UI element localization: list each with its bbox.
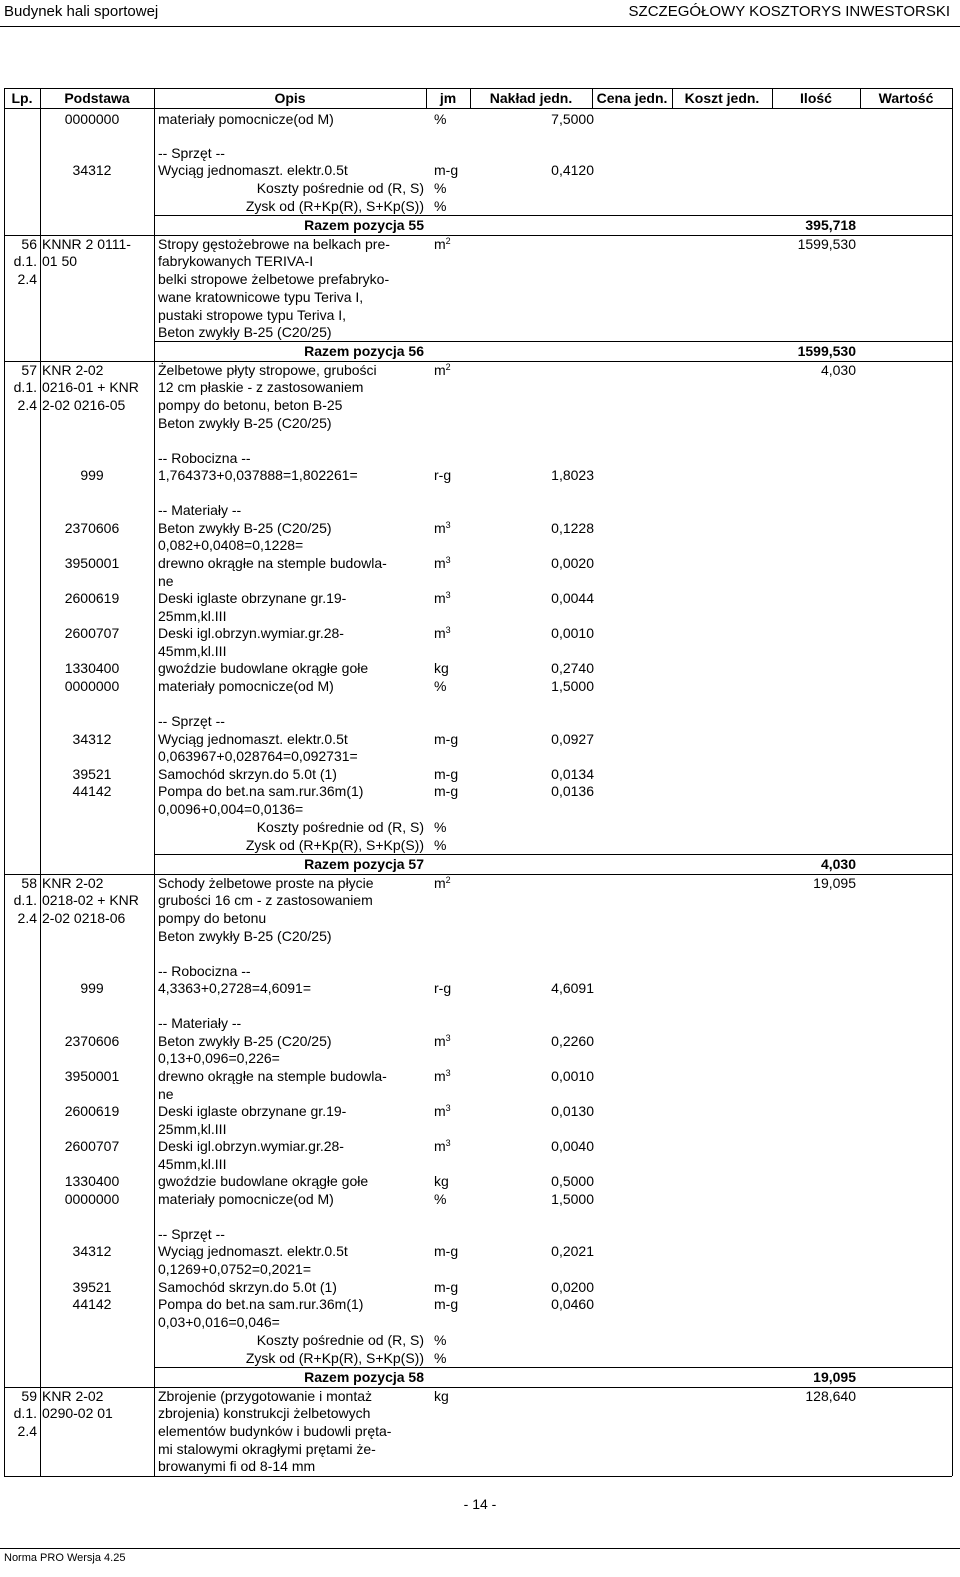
column-header: Cena jedn. [596, 90, 668, 106]
description-cell: materiały pomocnicze(od M) [158, 678, 334, 694]
unit-cell [434, 1103, 451, 1120]
unit-text: m [434, 520, 446, 536]
column-rule [4, 108, 5, 1476]
lp-cell: 59 [21, 1388, 37, 1404]
table-rule [4, 1476, 952, 1477]
basis-cell: 2370606 [64, 1033, 120, 1049]
basis-cell: 2370606 [64, 520, 120, 536]
summary-label: Koszty pośrednie od (R, S) [256, 1332, 424, 1348]
table-rule [154, 1367, 952, 1368]
unit-text: m [434, 875, 446, 891]
basis-cell: 2-02 0218-06 [42, 910, 126, 926]
unit-exponent: 3 [445, 1103, 451, 1113]
unit-exponent: 3 [445, 590, 451, 600]
summary-label: Koszty pośrednie od (R, S) [256, 819, 424, 835]
footer-rule [0, 1548, 960, 1549]
description-cell: Pompa do bet.na sam.rur.36m(1) [158, 1296, 364, 1312]
unit-cell [434, 198, 446, 215]
unit-text: m-g [434, 783, 459, 799]
description-cell: 4,3363+0,2728=4,6091= [158, 980, 311, 996]
unit-text: % [434, 1191, 447, 1207]
quantity-cell: 4,030 [820, 856, 856, 872]
lp-cell: 58 [21, 875, 37, 891]
description-cell: Deski igl.obrzyn.wymiar.gr.28- [158, 625, 344, 641]
unit-text: % [434, 1350, 447, 1366]
unit-text: m [434, 362, 446, 378]
unit-cell [434, 625, 451, 642]
basis-cell: 1330400 [64, 660, 120, 676]
basis-cell: KNR 2-02 [42, 1388, 104, 1404]
unit-exponent: 3 [445, 555, 451, 565]
unit-cell [434, 1191, 446, 1208]
description-cell: Stropy gęstożebrowe na belkach pre- [158, 236, 390, 252]
norm-cell: 0,1228 [551, 520, 594, 536]
unit-cell [434, 875, 451, 892]
description-cell: Deski iglaste obrzynane gr.19- [158, 590, 347, 606]
unit-text: r-g [434, 980, 452, 996]
unit-exponent: 3 [445, 1068, 451, 1078]
unit-text: % [434, 837, 447, 853]
summary-label: Razem pozycja 58 [304, 1369, 424, 1385]
unit-cell [434, 590, 451, 607]
description-cell: 12 cm płaskie - z zastosowaniem [158, 379, 364, 395]
table-rule [4, 88, 952, 89]
unit-text: % [434, 678, 447, 694]
unit-cell [434, 1243, 458, 1260]
description-cell: grubości 16 cm - z zastosowaniem [158, 892, 373, 908]
lp-cell: d.1. [13, 253, 37, 269]
unit-text: % [434, 180, 447, 196]
unit-cell [434, 731, 458, 748]
description-cell: 0,1269+0,0752=0,2021= [158, 1261, 311, 1277]
description-cell: elementów budynków i budowli pręta- [158, 1423, 392, 1439]
summary-label: Zysk od (R+Kp(R), S+Kp(S)) [245, 198, 424, 214]
unit-cell [434, 1388, 449, 1405]
description-cell: -- Sprzęt -- [158, 1226, 225, 1242]
unit-cell [434, 1296, 458, 1313]
description-cell: 0,03+0,016=0,046= [158, 1314, 280, 1330]
basis-cell: 3950001 [64, 1068, 120, 1084]
basis-cell: KNR 2-02 [42, 875, 104, 891]
column-header: Ilość [800, 90, 832, 106]
unit-cell [434, 1033, 451, 1050]
summary-label: Zysk od (R+Kp(R), S+Kp(S)) [245, 837, 424, 853]
basis-cell: 2-02 0216-05 [42, 397, 126, 413]
unit-exponent: 3 [445, 1138, 451, 1148]
column-rule [952, 88, 953, 108]
unit-cell [434, 819, 446, 836]
unit-cell [434, 467, 451, 484]
description-cell: -- Robocizna -- [158, 963, 251, 979]
basis-cell: KNR 2-02 [42, 362, 104, 378]
unit-text: % [434, 819, 447, 835]
basis-cell: 2600619 [64, 1103, 120, 1119]
norm-cell: 7,5000 [551, 111, 594, 127]
quantity-cell: 19,095 [813, 1369, 856, 1385]
basis-cell: 999 [80, 980, 104, 996]
header-right: SZCZEGÓŁOWY KOSZTORYS INWESTORSKI [628, 3, 950, 20]
norm-cell: 1,5000 [551, 1191, 594, 1207]
norm-cell: 0,0460 [551, 1296, 594, 1312]
unit-text: m [434, 625, 446, 641]
description-cell: materiały pomocnicze(od M) [158, 111, 334, 127]
quantity-cell: 4,030 [820, 362, 856, 378]
description-cell: 1,764373+0,037888=1,802261= [158, 467, 358, 483]
description-cell: -- Sprzęt -- [158, 145, 225, 161]
unit-text: kg [434, 1388, 449, 1404]
unit-cell [434, 766, 458, 783]
description-cell: ne [158, 573, 174, 589]
basis-cell: 44142 [72, 1296, 112, 1312]
summary-label: Razem pozycja 56 [304, 343, 424, 359]
description-cell: fabrykowanych TERIVA-I [158, 253, 314, 269]
description-cell: drewno okrągłe na stemple budowla- [158, 1068, 387, 1084]
unit-text: kg [434, 1173, 449, 1189]
lp-cell: d.1. [13, 1405, 37, 1421]
description-cell: zbrojenia) konstrukcji żelbetowych [158, 1405, 371, 1421]
norm-cell: 0,0010 [551, 625, 594, 641]
unit-text: m-g [434, 1296, 459, 1312]
description-cell: wane kratownicowe typu Teriva I, [158, 289, 364, 305]
unit-text: m-g [434, 1243, 459, 1259]
unit-cell [434, 783, 458, 800]
norm-cell: 1,5000 [551, 678, 594, 694]
unit-text: % [434, 1332, 447, 1348]
column-header: Nakład jedn. [489, 90, 573, 106]
description-cell: 0,063967+0,028764=0,092731= [158, 748, 358, 764]
unit-cell [434, 1068, 451, 1085]
unit-cell [434, 555, 451, 572]
description-cell: Beton zwykły B-25 (C20/25) [158, 415, 332, 431]
description-cell: 25mm,kl.III [158, 1121, 227, 1137]
quantity-cell: 128,640 [805, 1388, 856, 1404]
description-cell: Schody żelbetowe proste na płycie [158, 875, 374, 891]
unit-cell [434, 1173, 449, 1190]
description-cell: materiały pomocnicze(od M) [158, 1191, 334, 1207]
column-rule [154, 108, 155, 1476]
description-cell: pustaki stropowe typu Teriva I, [158, 307, 347, 323]
description-cell: mi stalowymi okragłymi prętami że- [158, 1441, 376, 1457]
basis-cell: 3950001 [64, 555, 120, 571]
unit-text: m [434, 1103, 446, 1119]
description-cell: 0,13+0,096=0,226= [158, 1050, 280, 1066]
header-left: Budynek hali sportowej [4, 3, 159, 20]
unit-exponent: 2 [445, 875, 451, 885]
lp-cell: 2.4 [17, 397, 37, 413]
description-cell: 0,0096+0,004=0,0136= [158, 801, 304, 817]
column-rule [952, 108, 953, 1476]
description-cell: ne [158, 1086, 174, 1102]
unit-cell [434, 1138, 451, 1155]
summary-label: Koszty pośrednie od (R, S) [256, 180, 424, 196]
basis-cell: 34312 [72, 731, 112, 747]
unit-cell [434, 180, 446, 197]
unit-text: m-g [434, 162, 459, 178]
description-cell: Deski iglaste obrzynane gr.19- [158, 1103, 347, 1119]
column-header: Koszt jedn. [684, 90, 760, 106]
description-cell: Zbrojenie (przygotowanie i montaż [158, 1388, 372, 1404]
description-cell: Wyciąg jednomaszt. elektr.0.5t [158, 162, 348, 178]
table-rule [154, 341, 952, 342]
unit-text: m [434, 1068, 446, 1084]
basis-cell: 0000000 [64, 111, 120, 127]
table-rule [154, 215, 952, 216]
basis-cell: 39521 [72, 766, 112, 782]
description-cell: -- Robocizna -- [158, 450, 251, 466]
description-cell: gwoździe budowlane okrągłe gołe [158, 660, 369, 676]
unit-text: % [434, 198, 447, 214]
unit-text: m [434, 555, 446, 571]
description-cell: Samochód skrzyn.do 5.0t (1) [158, 1279, 337, 1295]
table-rule [4, 108, 952, 109]
unit-cell [434, 520, 451, 537]
norm-cell: 0,5000 [551, 1173, 594, 1189]
quantity-cell: 1599,530 [797, 236, 856, 252]
norm-cell: 1,8023 [551, 467, 594, 483]
description-cell: 45mm,kl.III [158, 643, 227, 659]
unit-text: m [434, 1033, 446, 1049]
norm-cell: 0,2740 [551, 660, 594, 676]
column-header: jm [439, 90, 457, 106]
description-cell: -- Sprzęt -- [158, 713, 225, 729]
unit-exponent: 3 [445, 625, 451, 635]
lp-cell: d.1. [13, 379, 37, 395]
basis-cell: 1330400 [64, 1173, 120, 1189]
lp-cell: 2.4 [17, 1423, 37, 1439]
column-header: Lp. [11, 90, 33, 106]
basis-cell: 2600707 [64, 625, 120, 641]
norm-cell: 0,2021 [551, 1243, 594, 1259]
unit-cell [434, 980, 451, 997]
description-cell: 25mm,kl.III [158, 608, 227, 624]
unit-cell [434, 162, 458, 179]
description-cell: 0,082+0,0408=0,1228= [158, 537, 304, 553]
unit-cell [434, 1350, 446, 1367]
norm-cell: 0,0136 [551, 783, 594, 799]
quantity-cell: 1599,530 [797, 343, 856, 359]
description-cell: pompy do betonu, beton B-25 [158, 397, 343, 413]
unit-text: m-g [434, 766, 459, 782]
norm-cell: 0,0130 [551, 1103, 594, 1119]
basis-cell: 0216-01 + KNR [42, 379, 139, 395]
header-rule [0, 26, 960, 27]
basis-cell: 01 50 [42, 253, 78, 269]
norm-cell: 0,0044 [551, 590, 594, 606]
quantity-cell: 19,095 [813, 875, 856, 891]
unit-exponent: 2 [445, 362, 451, 372]
summary-label: Zysk od (R+Kp(R), S+Kp(S)) [245, 1350, 424, 1366]
description-cell: Samochód skrzyn.do 5.0t (1) [158, 766, 337, 782]
unit-cell [434, 362, 451, 379]
lp-cell: 56 [21, 236, 37, 252]
description-cell: Wyciąg jednomaszt. elektr.0.5t [158, 1243, 348, 1259]
unit-cell [434, 1332, 446, 1349]
unit-text: r-g [434, 467, 452, 483]
basis-cell: 39521 [72, 1279, 112, 1295]
basis-cell: 2600707 [64, 1138, 120, 1154]
description-cell: Deski igl.obrzyn.wymiar.gr.28- [158, 1138, 344, 1154]
column-header: Wartość [878, 90, 934, 106]
quantity-cell: 395,718 [805, 217, 856, 233]
norm-cell: 0,0200 [551, 1279, 594, 1295]
description-cell: drewno okrągłe na stemple budowla- [158, 555, 387, 571]
unit-text: % [434, 111, 447, 127]
basis-cell: 0218-02 + KNR [42, 892, 139, 908]
lp-cell: d.1. [13, 892, 37, 908]
basis-cell: 2600619 [64, 590, 120, 606]
description-cell: browanymi fi od 8-14 mm [158, 1458, 316, 1474]
norm-cell: 4,6091 [551, 980, 594, 996]
unit-text: m [434, 236, 446, 252]
basis-cell: 0000000 [64, 678, 120, 694]
description-cell: Beton zwykły B-25 (C20/25) [158, 520, 332, 536]
column-header: Podstawa [64, 90, 130, 106]
norm-cell: 0,0040 [551, 1138, 594, 1154]
norm-cell: 0,0927 [551, 731, 594, 747]
unit-cell [434, 236, 451, 253]
basis-cell: KNNR 2 0111- [42, 236, 131, 252]
description-cell: 45mm,kl.III [158, 1156, 227, 1172]
lp-cell: 2.4 [17, 910, 37, 926]
norm-cell: 0,2260 [551, 1033, 594, 1049]
basis-cell: 0290-02 01 [42, 1405, 113, 1421]
description-cell: -- Materiały -- [158, 502, 242, 518]
description-cell: Pompa do bet.na sam.rur.36m(1) [158, 783, 364, 799]
description-cell: Beton zwykły B-25 (C20/25) [158, 324, 332, 340]
description-cell: -- Materiały -- [158, 1015, 242, 1031]
unit-text: kg [434, 660, 449, 676]
lp-cell: 57 [21, 362, 37, 378]
table-rule [154, 854, 952, 855]
basis-cell: 0000000 [64, 1191, 120, 1207]
unit-text: m-g [434, 731, 459, 747]
unit-exponent: 2 [445, 236, 451, 246]
page-number: - 14 - [463, 1496, 497, 1512]
basis-cell: 999 [80, 467, 104, 483]
unit-text: m [434, 1138, 446, 1154]
unit-cell [434, 1279, 458, 1296]
description-cell: gwoździe budowlane okrągłe gołe [158, 1173, 369, 1189]
description-cell: pompy do betonu [158, 910, 267, 926]
description-cell: belki stropowe żelbetowe prefabryko- [158, 271, 390, 287]
unit-exponent: 3 [445, 520, 451, 530]
unit-text: m-g [434, 1279, 459, 1295]
column-header: Opis [274, 90, 306, 106]
norm-cell: 0,0010 [551, 1068, 594, 1084]
unit-cell [434, 660, 449, 677]
basis-cell: 34312 [72, 162, 112, 178]
unit-exponent: 3 [445, 1033, 451, 1043]
basis-cell: 34312 [72, 1243, 112, 1259]
description-cell: Beton zwykły B-25 (C20/25) [158, 1033, 332, 1049]
unit-cell [434, 678, 446, 695]
software-version: Norma PRO Wersja 4.25 [4, 1552, 126, 1564]
description-cell: Beton zwykły B-25 (C20/25) [158, 928, 332, 944]
description-cell: Żelbetowe płyty stropowe, grubości [158, 362, 377, 378]
lp-cell: 2.4 [17, 271, 37, 287]
unit-cell [434, 837, 446, 854]
unit-text: m [434, 590, 446, 606]
description-cell: Wyciąg jednomaszt. elektr.0.5t [158, 731, 348, 747]
norm-cell: 0,0020 [551, 555, 594, 571]
norm-cell: 0,4120 [551, 162, 594, 178]
basis-cell: 44142 [72, 783, 112, 799]
norm-cell: 0,0134 [551, 766, 594, 782]
summary-label: Razem pozycja 55 [304, 217, 424, 233]
unit-cell [434, 111, 446, 128]
summary-label: Razem pozycja 57 [304, 856, 424, 872]
